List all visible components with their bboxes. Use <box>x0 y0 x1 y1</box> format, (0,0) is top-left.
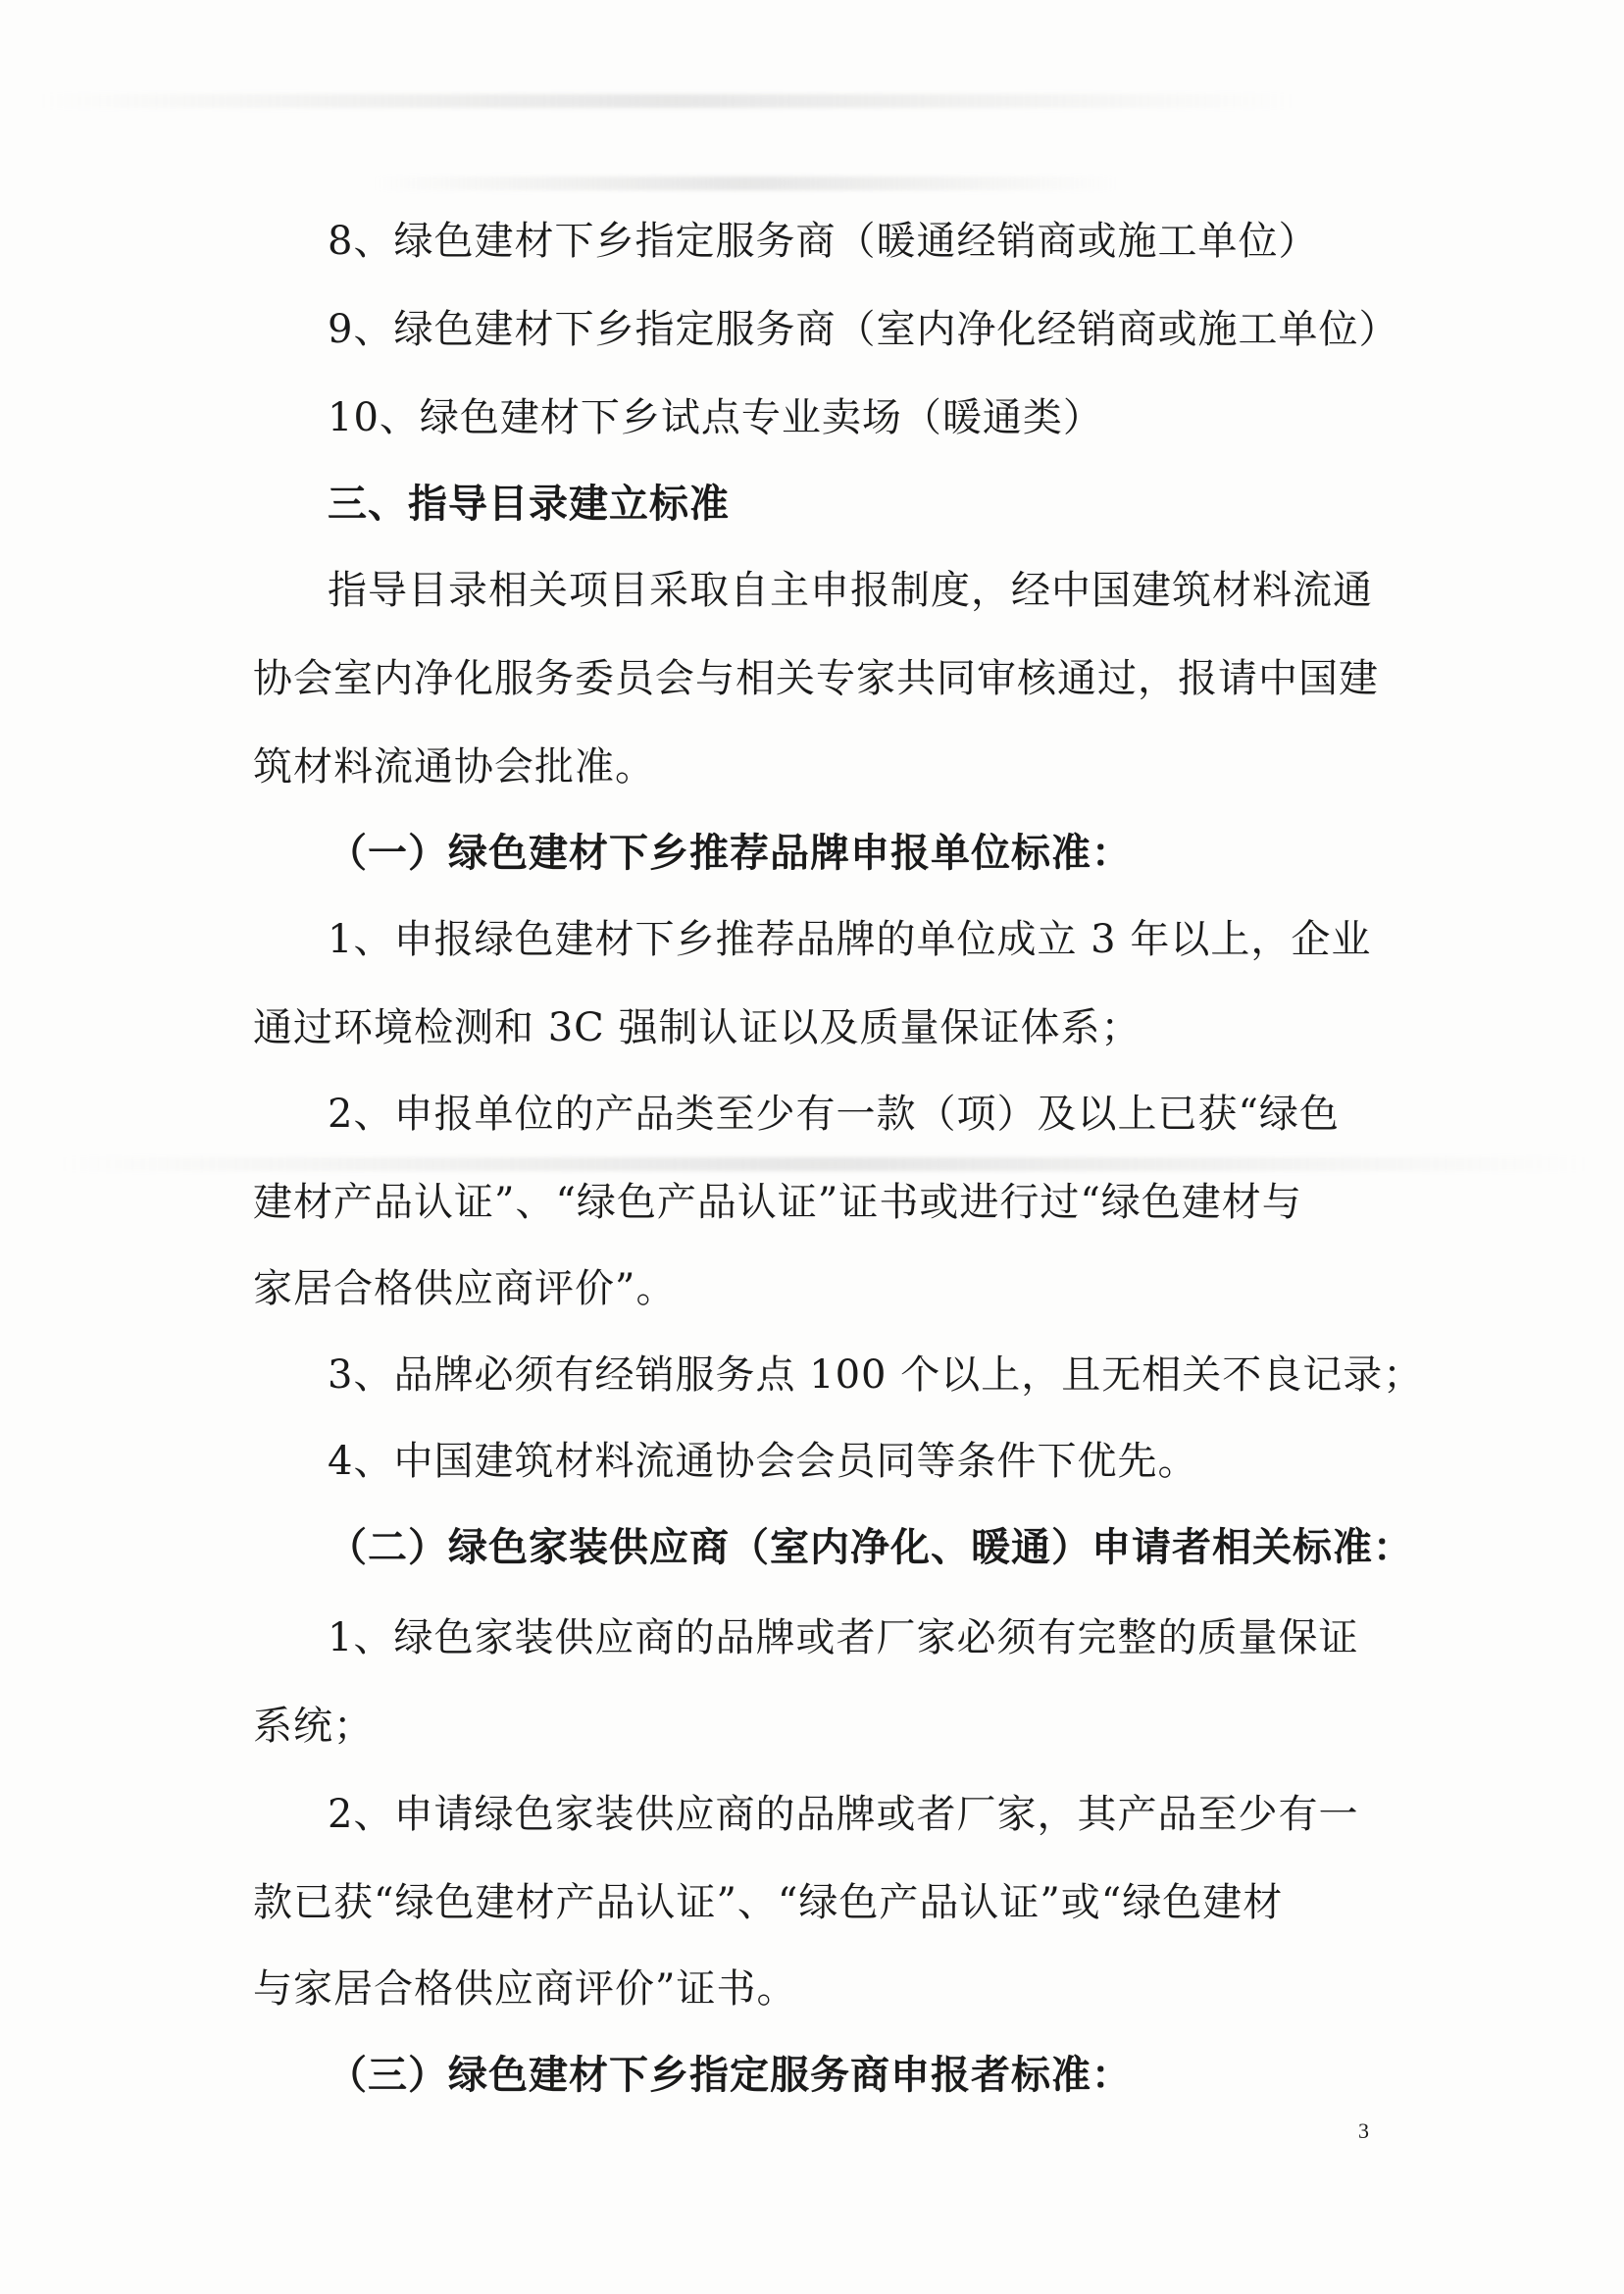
scan-artifact <box>373 177 1118 190</box>
scan-artifact <box>59 1157 1589 1171</box>
document-page: 8、绿色建材下乡指定服务商（暖通经销商或施工单位） 9、绿色建材下乡指定服务商（室内净化经销商或施工单位） 10、绿色建材下乡试点专业卖场（暖通类） 三、指导目录建立标准 指导目录相关项目采取自主申报制度，经中国建筑材料流通 协会室内净化服务委员会与相关专家共同审核通过，报请中国建 筑材料流通协会批准。 （一）绿色建材下乡推荐品牌申报单位标准： 1、申报绿色建材下乡推荐品牌的单位成立 3 年以上，企业 通过环境检测和 3C 强制认证以及质量保证体系； 2、申报单位的产品类至少有一款（项）及以上已获“绿色 建材产品认证”、“绿色产品认证”证书或进行过“绿色建材与 家居合格供应商评价”。 3、品牌必须有经销服务点 100 个以上，且无相关不良记录； 4、中国建筑材料流通协会会员同等条件下优先。 （二）绿色家装供应商（室内净化、暖通）申请者相关标准： 1、绿色家装供应商的品牌或者厂家必须有完整的质量保证 系统； 2、申请绿色家装供应商的品牌或者厂家，其产品至少有一 款已获“绿色建材产品认证”、“绿色产品认证”或“绿色建材 与家居合格供应商评价”证书。 （三）绿色建材下乡指定服务商申报者标准： 3 <box>0 0 1624 2294</box>
scan-artifact <box>39 94 1294 108</box>
page-number: 3 <box>1358 2118 1369 2143</box>
